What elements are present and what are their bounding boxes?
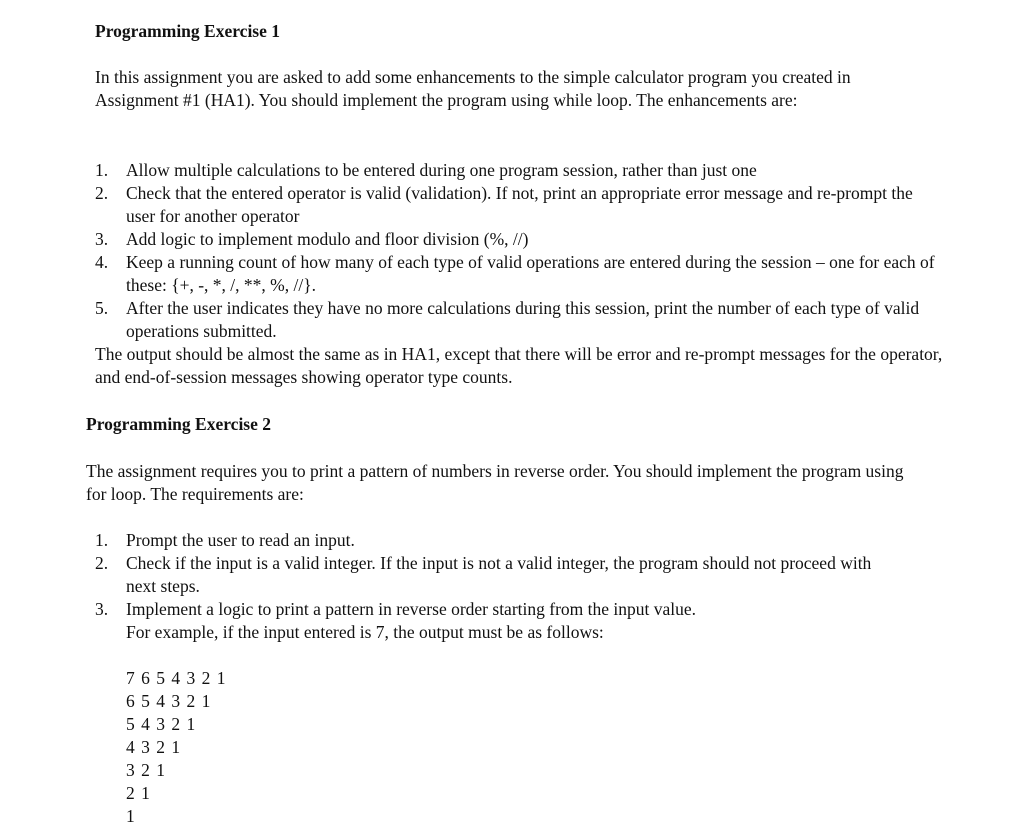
list-item-text: Prompt the user to read an input. [126,530,355,550]
list-item-number: 4. [95,252,109,272]
list-item [95,159,940,182]
list-item [95,529,885,552]
example-line: For example, if the input entered is 7, the output must be as follows: [126,622,604,642]
list-item-number: 2. [95,553,109,573]
pattern-row: 7 6 5 4 3 2 1 [126,668,227,688]
exercise-2-intro: The assignment requires you to print a pattern of numbers in reverse order. You should implement the program using for loop. The requirements are: [86,461,904,504]
list-item-text: Keep a running count of how many of each type of valid operations are entered during the session – one for each of these: {+, -, *, /, **, %, //}. [126,252,935,295]
list-item-number: 2. [95,183,109,203]
list-item-number: 5. [95,298,109,318]
list-item-number: 3. [95,599,109,619]
list-item-text: Check if the input is a valid integer. If the input is not a valid integer, the program should not proceed with next steps. [126,553,872,596]
exercise-2-list [95,529,885,621]
list-item-text: Implement a logic to print a pattern in reverse order starting from the input value. [126,599,697,619]
number-pattern [126,667,227,828]
list-item [95,182,940,228]
list-item-number: 1. [95,160,109,180]
list-item [95,598,885,621]
list-item [95,552,885,598]
list-item-text: After the user indicates they have no more calculations during this session, print the number of each type of valid operations submitted. [126,298,920,341]
pattern-row: 2 1 [126,783,151,803]
list-item-number: 3. [95,229,109,249]
exercise-1-closing: The output should be almost the same as in HA1, except that there will be error and re-prompt messages for the operator, and end-of-session messages showing operator type counts. [95,344,943,387]
list-item-number: 1. [95,530,109,550]
pattern-row: 1 [126,806,136,826]
pattern-row: 6 5 4 3 2 1 [126,691,212,711]
list-item [95,251,940,297]
exercise-1-intro: In this assignment you are asked to add some enhancements to the simple calculator program you created in Assignment #1 (HA1). You should implement the program using while loop. The enhancements are: [95,67,851,110]
pattern-row: 5 4 3 2 1 [126,714,197,734]
pattern-row: 3 2 1 [126,760,166,780]
pattern-row: 4 3 2 1 [126,737,182,757]
exercise-1-title: Programming Exercise 1 [95,21,281,41]
list-item-text: Allow multiple calculations to be entered during one program session, rather than just one [126,160,757,180]
exercise-1-list [95,159,940,343]
list-item [95,297,940,343]
list-item [95,228,940,251]
list-item-text: Check that the entered operator is valid (validation). If not, print an appropriate error message and re-prompt the user for another operator [126,183,913,226]
list-item-text: Add logic to implement modulo and floor division (%, //) [126,229,529,249]
exercise-2-title: Programming Exercise 2 [86,414,272,434]
